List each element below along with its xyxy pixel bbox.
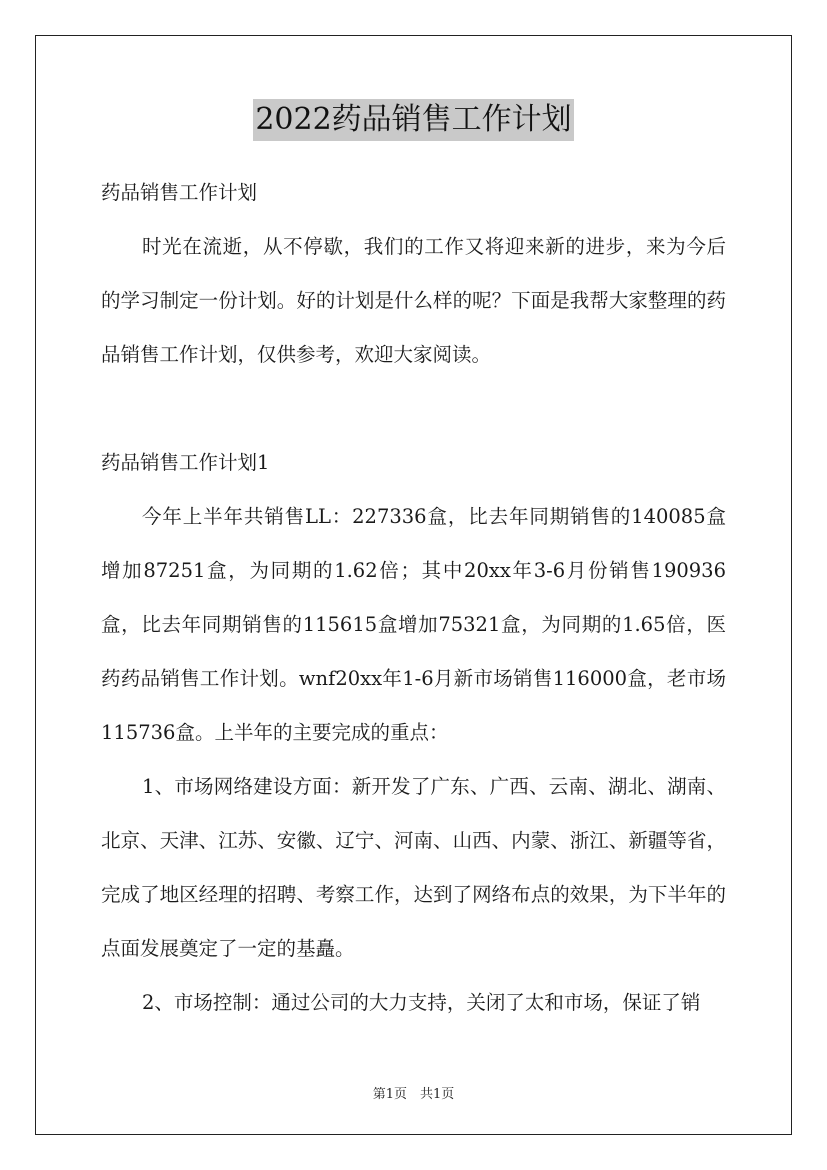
sales-summary-paragraph: 今年上半年共销售LL：227336盒，比去年同期销售的140085盒增加87251盒，为同期的1.62倍；其中20xx年3-6月份销售190936盒，比去年同期销售的115615盒增加75321盒，为同期的1.65倍，医药药品销售工作计划。wnf20xx年1-6月新市场销售116000盒，老市场115736盒。上半年的主要完成的重点： [101,505,726,744]
market-network-paragraph: 1、市场网络建设方面：新开发了广东、广西、云南、湖北、湖南、北京、天津、江苏、安徽、辽宁、河南、山西、内蒙、浙江、新疆等省，完成了地区经理的招聘、考察工作，达到了网络布点的效果，为下半年的点面发展奠定了一定的基矗。 [101,775,726,960]
document-title: 2022药品销售工作计划 [253,99,573,141]
page-footer: 第1页 共1页 [372,1087,455,1102]
section-heading: 药品销售工作计划1 [101,451,270,474]
intro-paragraph: 时光在流逝，从不停歇，我们的工作又将迎来新的进步，来为今后的学习制定一份计划。好的计划是什么样的呢？下面是我帮大家整理的药品销售工作计划，仅供参考，欢迎大家阅读。 [101,235,726,366]
market-control-paragraph: 2、市场控制：通过公司的大力支持，关闭了太和市场，保证了销 [142,991,701,1014]
paragraph-spacer [101,382,726,436]
title-container [0,99,827,141]
document-body [101,166,726,1030]
subtitle: 药品销售工作计划 [101,181,258,204]
